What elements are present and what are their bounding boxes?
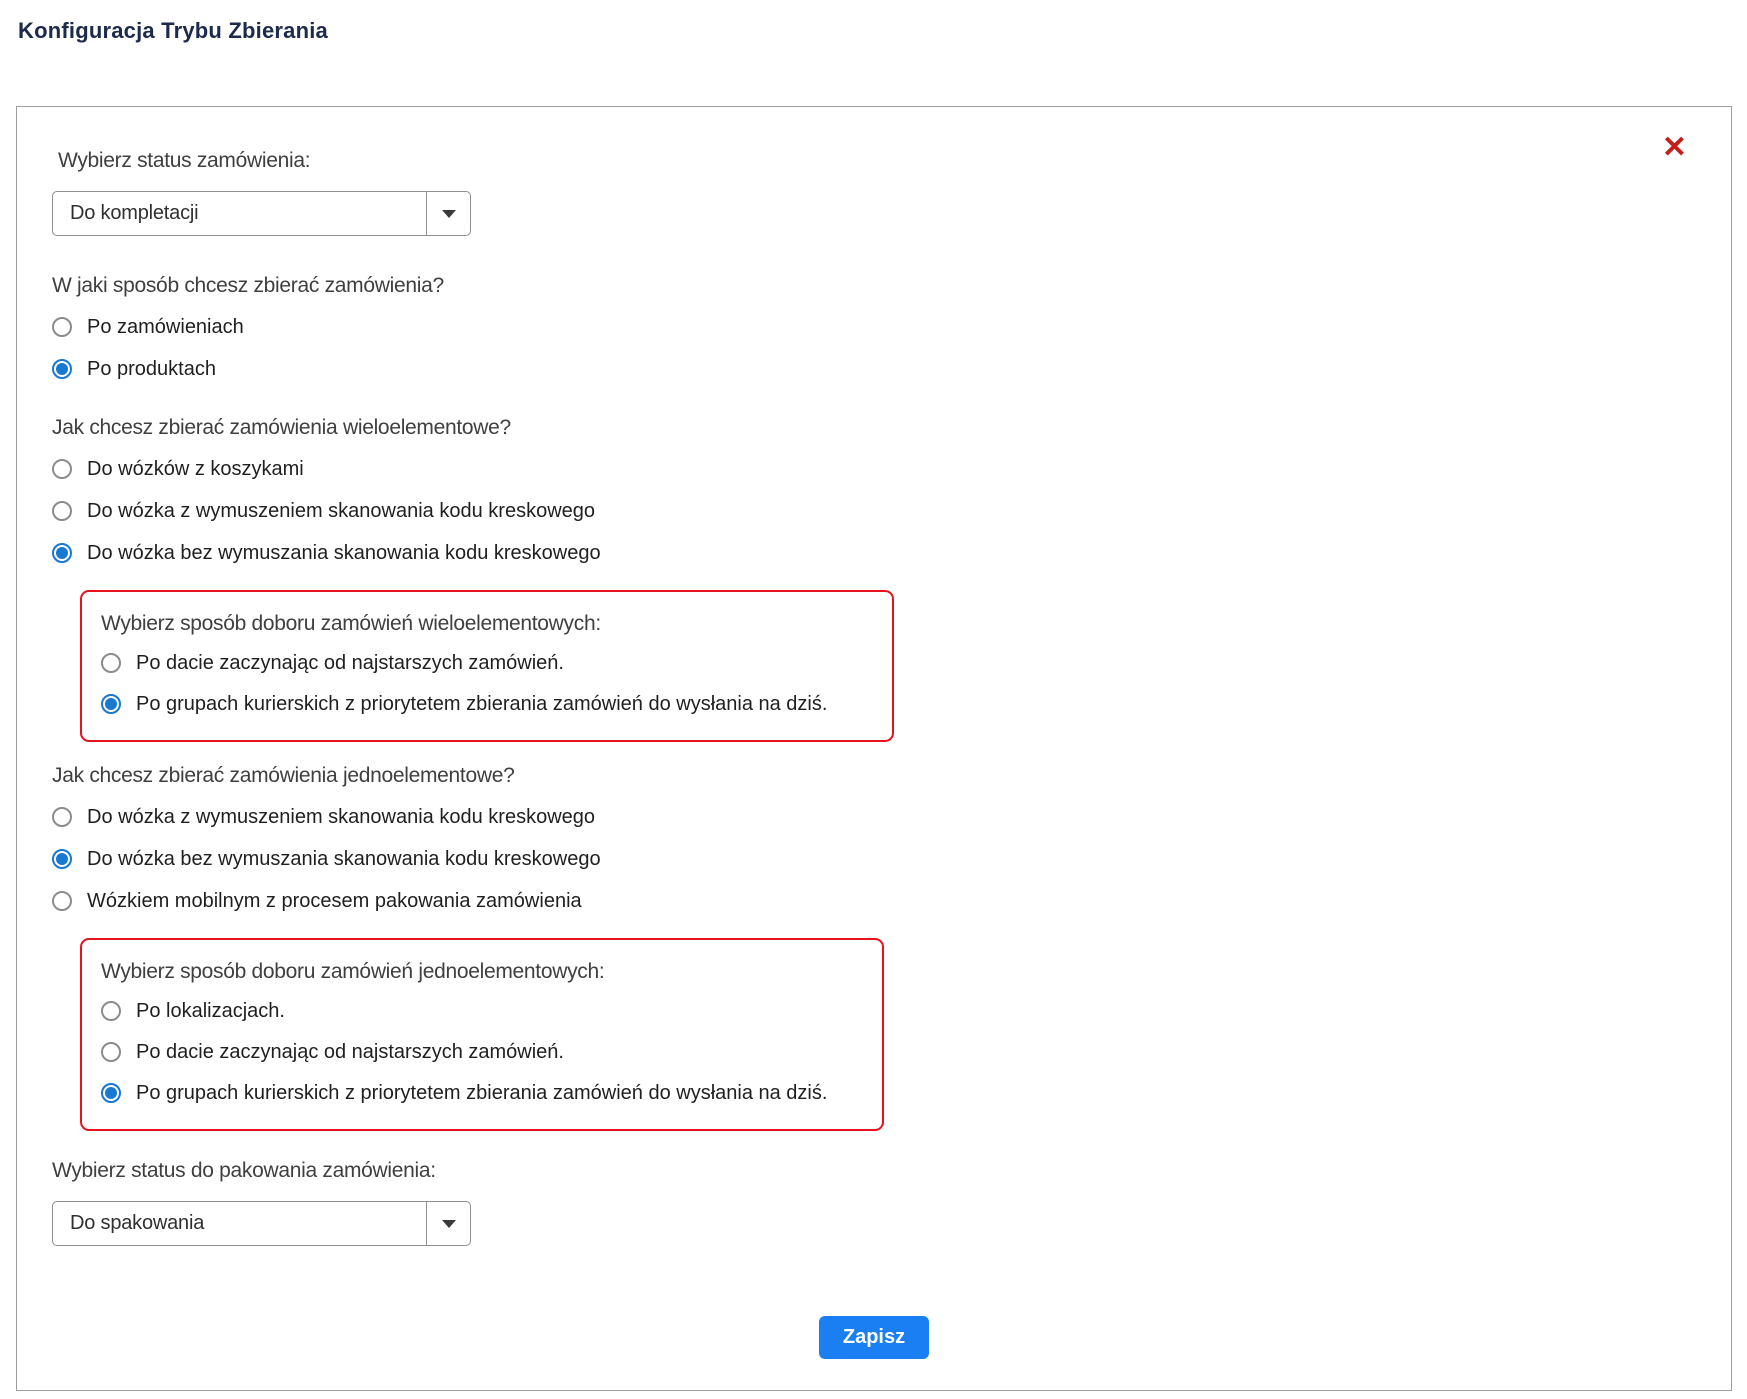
radio-button[interactable] <box>52 807 72 827</box>
radio-option-label: Po lokalizacjach. <box>136 999 285 1022</box>
radio-option-label: Po grupach kurierskich z priorytetem zbierania zamówień do wysłania na dziś. <box>136 692 828 715</box>
packing-status-select[interactable] <box>52 1201 471 1246</box>
radio-option-label: Wózkiem mobilnym z procesem pakowania zamówienia <box>87 890 582 912</box>
radio-option-label: Do wózka z wymuszeniem skanowania kodu kreskowego <box>87 806 596 828</box>
radio-option-wozek-bez-wymuszania[interactable] <box>52 532 1731 574</box>
radio-option-label: Po produktach <box>87 358 216 380</box>
radio-button[interactable] <box>52 849 72 869</box>
packing-status-select-arrow-button[interactable] <box>426 1202 470 1245</box>
order-status-select-arrow-button[interactable] <box>426 192 470 235</box>
single-item-question: Jak chcesz zbierać zamówienia jednoelementowe? <box>52 764 515 787</box>
radio-option-po-zamowieniach[interactable] <box>52 306 1731 348</box>
radio-option-label: Do wózka bez wymuszania skanowania kodu kreskowego <box>87 542 601 564</box>
radio-option-label: Po dacie zaczynając od najstarszych zamówień. <box>136 1040 564 1063</box>
configuration-panel <box>16 106 1732 1391</box>
radio-option-wozki-z-koszykami[interactable] <box>52 448 1731 490</box>
close-icon[interactable]: ✕ <box>1661 131 1687 164</box>
radio-button[interactable] <box>52 317 72 337</box>
radio-option-po-grupach-kurierskich-single[interactable] <box>101 1072 862 1113</box>
multi-item-question: Jak chcesz zbierać zamówienia wieloelementowe? <box>52 416 511 439</box>
chevron-down-icon <box>442 210 456 218</box>
radio-option-label: Po dacie zaczynając od najstarszych zamówień. <box>136 651 564 674</box>
radio-option-label: Do wózka bez wymuszania skanowania kodu kreskowego <box>87 848 601 870</box>
page-title: Konfiguracja Trybu Zbierania <box>18 18 328 43</box>
order-status-select[interactable] <box>52 191 471 236</box>
radio-button[interactable] <box>52 543 72 563</box>
radio-option-label: Po zamówieniach <box>87 316 244 338</box>
multi-item-selection-mode-label: Wybierz sposób doboru zamówień wieloelementowych: <box>101 612 601 635</box>
radio-option-po-produktach[interactable] <box>52 348 1731 390</box>
radio-option-wozek-z-wymuszeniem[interactable] <box>52 490 1731 532</box>
order-status-label: Wybierz status zamówienia: <box>58 149 311 172</box>
multi-item-selection-mode-box <box>80 590 894 742</box>
radio-button[interactable] <box>101 1001 121 1021</box>
radio-option-wozek-z-wymuszeniem-single[interactable] <box>52 796 1731 838</box>
radio-option-po-dacie[interactable] <box>101 642 872 683</box>
collect-method-question: W jaki sposób chcesz zbierać zamówienia? <box>52 274 444 297</box>
radio-button[interactable] <box>101 694 121 714</box>
radio-option-wozek-mobilny[interactable] <box>52 880 1731 922</box>
radio-button[interactable] <box>101 1083 121 1103</box>
radio-option-po-grupach-kurierskich[interactable] <box>101 683 872 724</box>
radio-option-wozek-bez-wymuszania-single[interactable] <box>52 838 1731 880</box>
single-item-selection-mode-label: Wybierz sposób doboru zamówień jednoelementowych: <box>101 960 605 983</box>
radio-button[interactable] <box>52 459 72 479</box>
radio-option-label: Do wózków z koszykami <box>87 458 304 480</box>
radio-button[interactable] <box>52 891 72 911</box>
packing-status-label: Wybierz status do pakowania zamówienia: <box>52 1159 436 1182</box>
chevron-down-icon <box>442 1220 456 1228</box>
radio-button[interactable] <box>52 359 72 379</box>
radio-button[interactable] <box>101 653 121 673</box>
packing-status-select-value: Do spakowania <box>70 1212 205 1234</box>
radio-button[interactable] <box>101 1042 121 1062</box>
radio-button[interactable] <box>52 501 72 521</box>
radio-option-po-lokalizacjach[interactable] <box>101 990 862 1031</box>
radio-option-po-dacie-single[interactable] <box>101 1031 862 1072</box>
save-button[interactable]: Zapisz <box>819 1316 929 1359</box>
radio-option-label: Do wózka z wymuszeniem skanowania kodu kreskowego <box>87 500 596 522</box>
radio-option-label: Po grupach kurierskich z priorytetem zbierania zamówień do wysłania na dziś. <box>136 1081 828 1104</box>
order-status-select-value: Do kompletacji <box>70 202 199 224</box>
single-item-selection-mode-box <box>80 938 884 1131</box>
